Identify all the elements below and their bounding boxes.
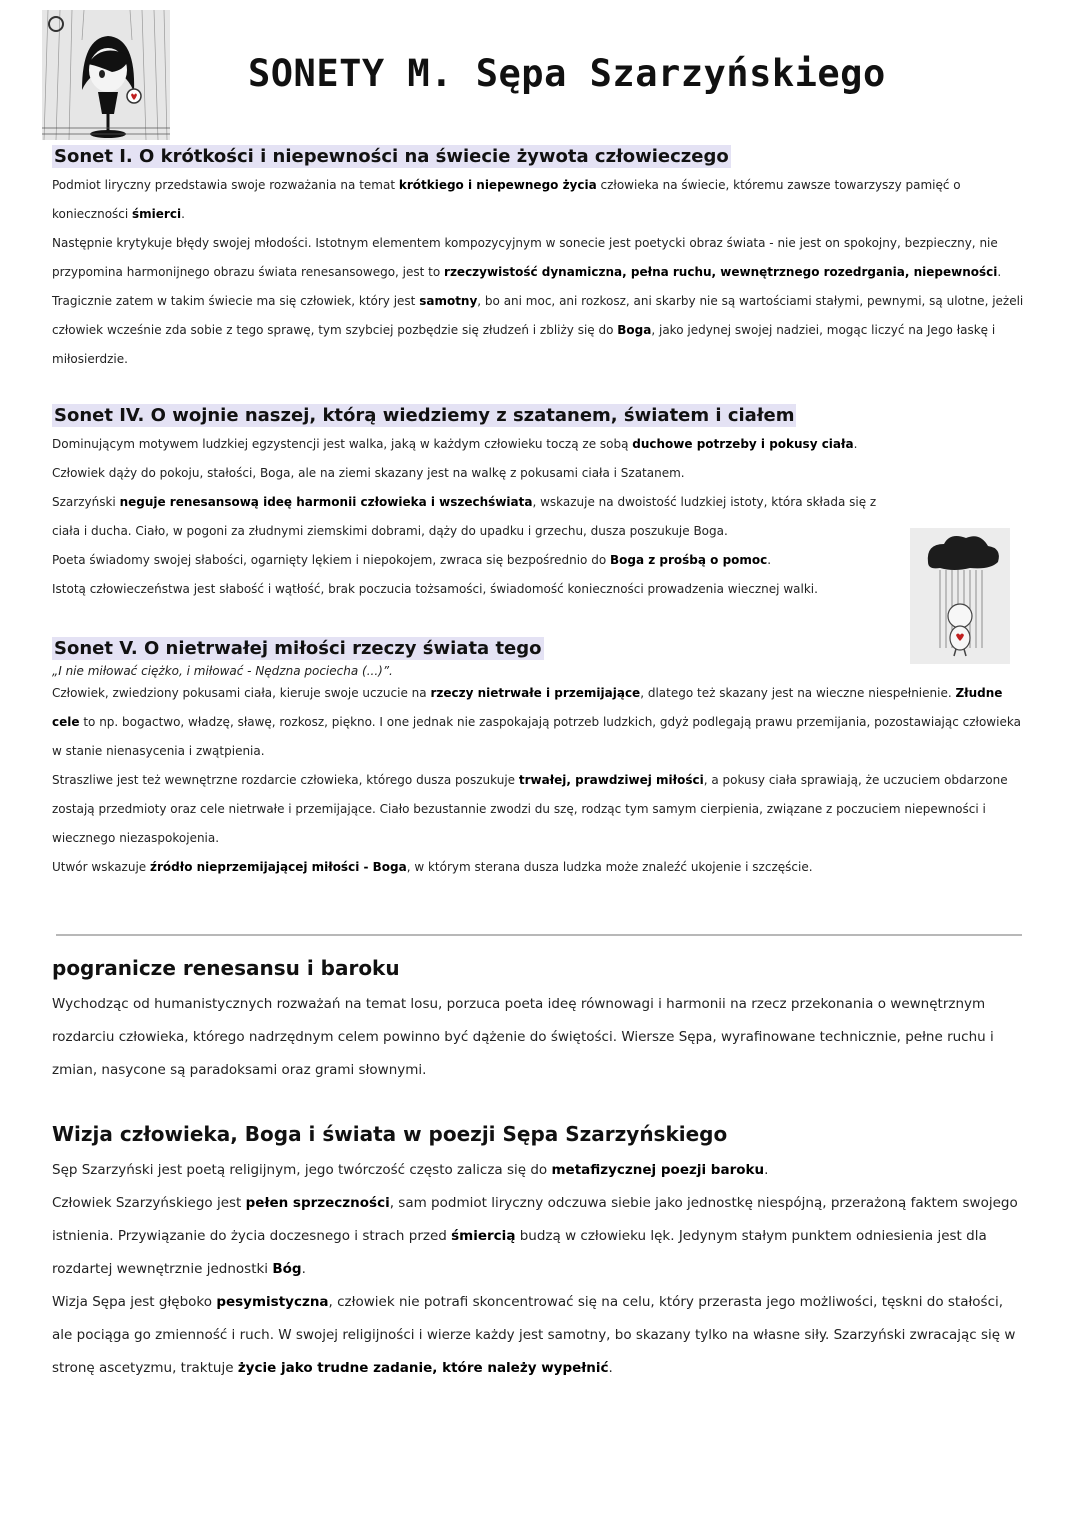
wizja-paragraph-1: Sęp Szarzyński jest poetą religijnym, jego twórczość często zalicza się do metafizycznej poezji baroku. bbox=[52, 1162, 769, 1178]
sonet-4-section bbox=[52, 404, 902, 604]
sonet-5-paragraph-1: Człowiek, zwiedziony pokusami ciała, kieruje swoje uczucie na rzeczy nietrwałe i przemijające, dlatego też skazany jest na wieczne niespełnienie. Złudne cele to np. bogactwo, władzę, sławę, rozkosz, piękno. I one jednak nie zaspokajają potrzeb ludzkich, gdyż podlegają prawu przemijania, pozostawiając człowieka w stanie nienasycenia i zwątpienia. bbox=[52, 686, 1021, 758]
sonet-4-paragraph-1: Dominującym motywem ludzkiej egzystencji jest walka, jaką w każdym człowieku toczą ze sobą duchowe potrzeby i pokusy ciała. bbox=[52, 437, 858, 451]
page-title: SONETY M. Sępa Szarzyńskiego bbox=[248, 52, 886, 95]
sonet-5-quote: „I nie miłować ciężko, i miłować - Nędzna pociecha (...)”. bbox=[52, 664, 393, 678]
emo-girl-illustration bbox=[42, 10, 170, 140]
sonet-5-paragraph-3: Utwór wskazuje źródło nieprzemijającej miłości - Boga, w którym sterana dusza ludzka może znaleźć ukojenie i szczęście. bbox=[52, 860, 813, 874]
sonet-1-paragraph-1: Podmiot liryczny przedstawia swoje rozważania na temat krótkiego i niepewnego życia człowieka na świecie, któremu zawsze towarzyszy pamięć o konieczności śmierci. bbox=[52, 178, 961, 221]
pogranicze-heading: pogranicze renesansu i baroku bbox=[52, 956, 400, 980]
sonet-5-section bbox=[52, 637, 1027, 882]
wizja-paragraph-3: Wizja Sępa jest głęboko pesymistyczna, człowiek nie potrafi skoncentrować się na celu, który przerasta jego możliwości, tęskni do stałości, ale pociąga go zmienność i ruch. W swojej religijności i wierze każdy jest samotny, bo skazany tylko na własne siły. Szarzyński zwracając się w stronę ascetyzmu, traktuje życie jako trudne zadanie, które należy wypełnić. bbox=[52, 1294, 1016, 1376]
sonet-4-paragraph-4: Poeta świadomy swojej słabości, ogarnięty lękiem i niepokojem, zwraca się bezpośrednio do Boga z prośbą o pomoc. bbox=[52, 553, 772, 567]
sonet-4-paragraph-5: Istotą człowieczeństwa jest słabość i wątłość, brak poczucia tożsamości, świadomość konieczności prowadzenia wiecznej walki. bbox=[52, 582, 818, 596]
sonet-1-paragraph-3: Tragicznie zatem w takim świecie ma się człowiek, który jest samotny, bo ani moc, ani rozkosz, ani skarby nie są wartościami stałymi, pewnymi, są ulotne, jeżeli człowiek wcześnie zda sobie z tego sprawę, tym szybciej pozbędzie się złudzeń i zbliży się do Boga, jako jedynej swojej nadziei, mogąc liczyć na Jego łaskę i miłosierdzie. bbox=[52, 294, 1024, 366]
section-divider bbox=[56, 934, 1022, 936]
sonet-1-section bbox=[52, 145, 1027, 374]
wizja-section bbox=[52, 1122, 1027, 1385]
sonet-1-heading: Sonet I. O krótkości i niepewności na świecie żywota człowieczego bbox=[54, 146, 729, 167]
sonet-5-heading: Sonet V. O nietrwałej miłości rzeczy świata tego bbox=[54, 638, 542, 659]
sonet-4-paragraph-2: Człowiek dąży do pokoju, stałości, Boga, ale na ziemi skazany jest na walkę z pokusami ciała i Szatanem. bbox=[52, 466, 685, 480]
pogranicze-paragraph: Wychodząc od humanistycznych rozważań na temat losu, porzuca poeta ideę równowagi i harmonii na rzecz przekonania o wewnętrznym rozdarciu człowieka, którego nadrzędnym celem powinno być dążenie do świętości. Wiersze Sępa, wyrafinowane technicznie, pełne ruchu i zmian, nasycone są paradoksami oraz grami słownymi. bbox=[52, 996, 994, 1078]
sonet-5-paragraph-2: Straszliwe jest też wewnętrzne rozdarcie człowieka, którego dusza poszukuje trwałej, prawdziwej miłości, a pokusy ciała sprawiają, że uczuciem obdarzone zostają przedmioty oraz cele nietrwałe i przemijające. Ciało bezustannie zwodzi du szę, rodząc tym samym cierpienia, związane z poczuciem niepewności i wiecznego niezaspokojenia. bbox=[52, 773, 1008, 845]
sonet-4-paragraph-3: Szarzyński neguje renesansową ideę harmonii człowieka i wszechświata, wskazuje na dwoistość ludzkiej istoty, która składa się z ciała i ducha. Ciało, w pogoni za złudnymi ziemskimi dobrami, dąży do upadku i grzechu, dusza poszukuje Boga. bbox=[52, 495, 877, 538]
sonet-1-paragraph-2: Następnie krytykuje błędy swojej młodości. Istotnym elementem kompozycyjnym w sonecie jest poetycki obraz świata - nie jest on spokojny, bezpieczny, nie przypomina harmonijnego obrazu świata renesansowego, jest to rzeczywistość dynamiczna, pełna ruchu, wewnętrznego rozedrgania, niepewności. bbox=[52, 236, 1002, 279]
pogranicze-section bbox=[52, 956, 1027, 1087]
sonet-4-heading: Sonet IV. O wojnie naszej, którą wiedziemy z szatanem, światem i ciałem bbox=[54, 405, 795, 426]
wizja-heading: Wizja człowieka, Boga i świata w poezji Sępa Szarzyńskiego bbox=[52, 1122, 728, 1146]
wizja-paragraph-2: Człowiek Szarzyńskiego jest pełen sprzeczności, sam podmiot liryczny odczuwa siebie jako jednostkę niespójną, przerażoną faktem swojego istnienia. Przywiązanie do życia doczesnego i strach przed śmiercią budzą w człowieku lęk. Jedynym stałym punktem odniesienia jest dla rozdartej wewnętrznie jednostki Bóg. bbox=[52, 1195, 1018, 1277]
